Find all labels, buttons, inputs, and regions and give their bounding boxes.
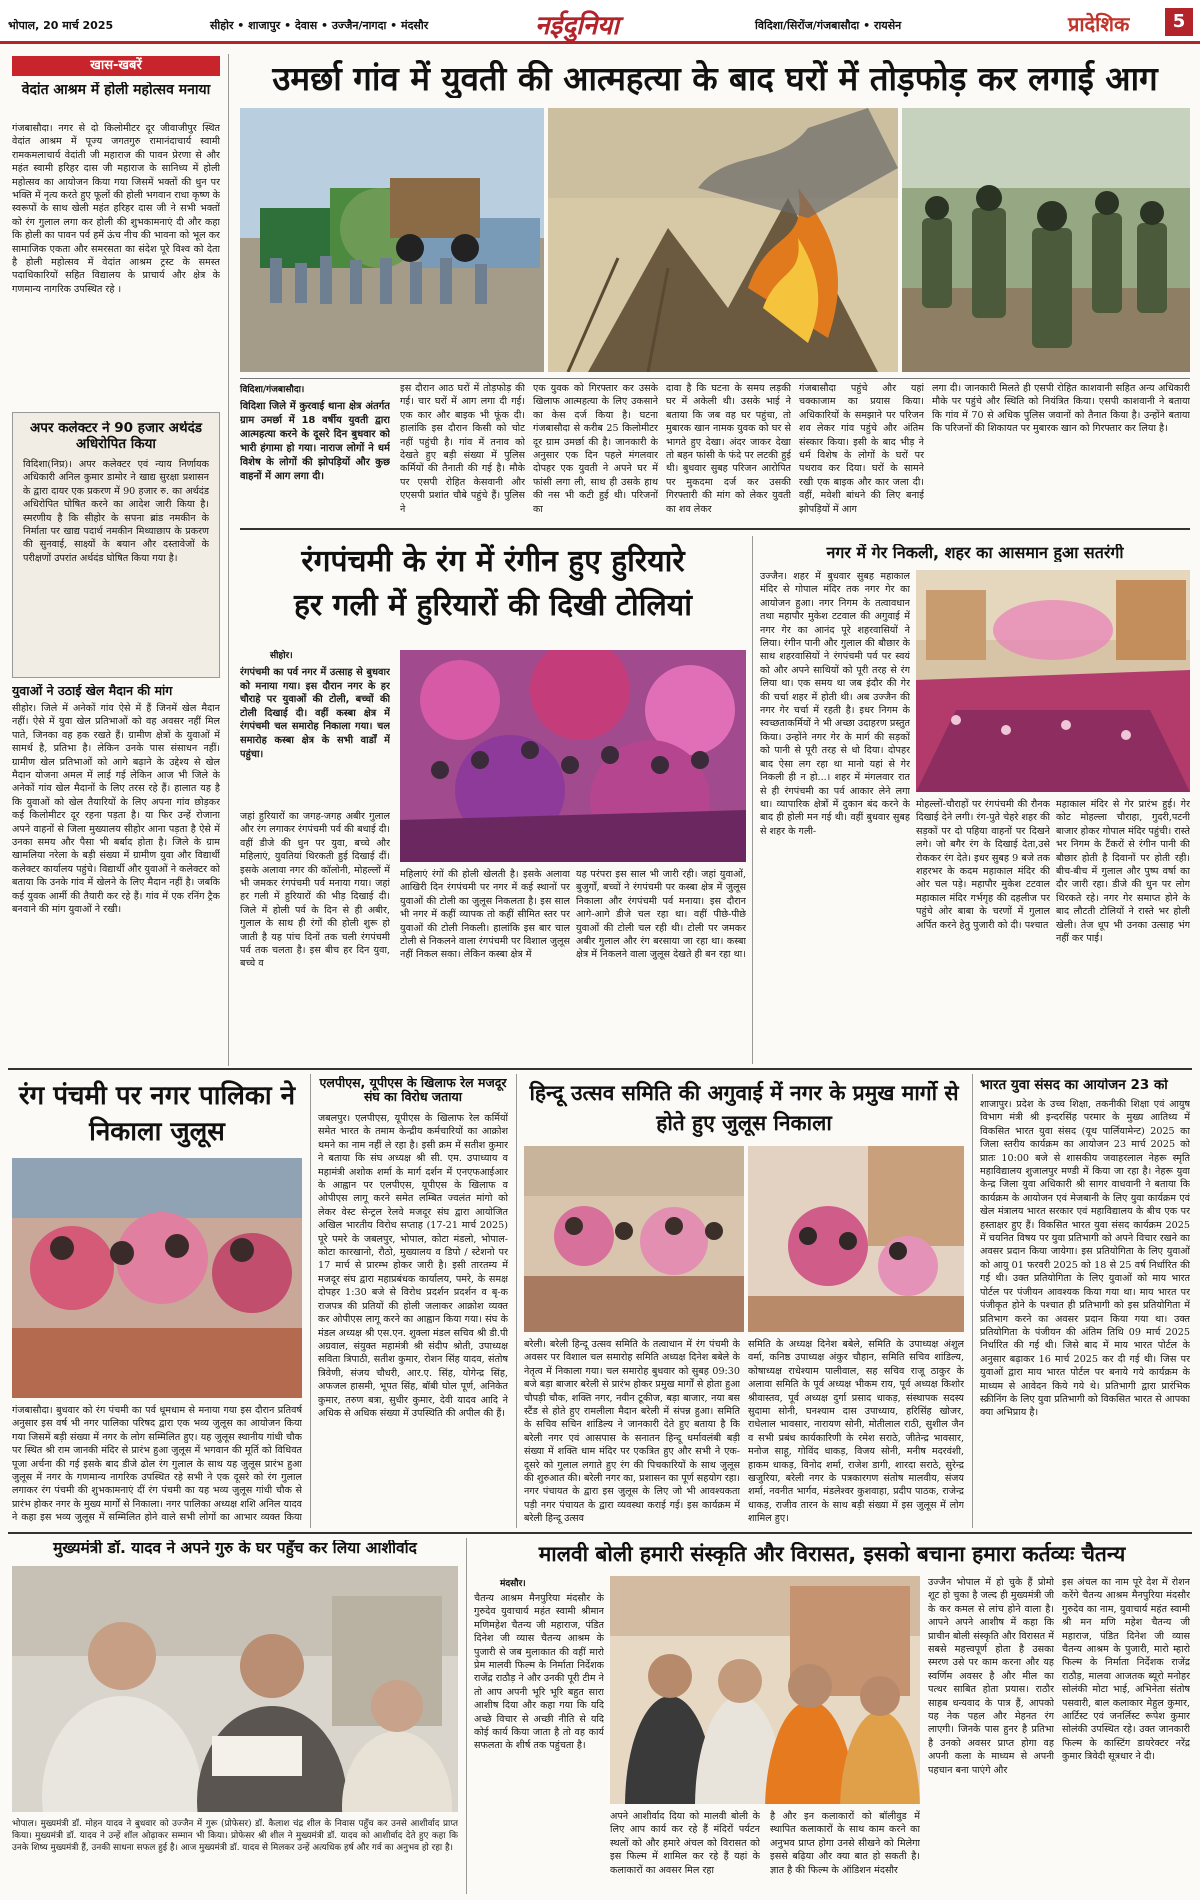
holi-headline-1: रंगपंचमी के रंग में रंगीन हुए हुरियारे: [301, 544, 685, 579]
column-divider: [310, 1074, 311, 1528]
holi-dateline: सीहोर।: [270, 651, 293, 661]
malvi-col-1: चैतन्य आश्रम मैनपुरिया मंदसौर के गुरुदेव युवाचार्य महंत स्वामी श्रीमान मणिमहेश चैतन्य जी महाराज, पंडित दिनेश जी व्यास चैतन्य आश्रम के पुजारी से जब मुलाकात की वहीं मारो प्रेम मालवी फिल्म के निर्माता निर्देशक राजेंद्र राठौड़ ने और उनकी पूरी टीम ने तो आप अपनी भूरि भूरि बहुत सारा आशीष दिया और कहा गया कि यदि अच्छे विचार से अच्छी नीति से यदि कोई कार्य किया जाता है तो वह कार्य सफलता के शीर्ष तक पहुंचता है।: [474, 1593, 604, 1752]
column-divider: [752, 536, 753, 1064]
rail-headline: एलपीएस, यूपीएस के खिलाफ रेल मजदूर संघ का विरोध जताया: [319, 1076, 507, 1105]
lead-intro: विदिशा जिले में कुरवाई थाना क्षेत्र अंतर्गत ग्राम उमर्छा में 18 वर्षीय युवती द्वारा आत्महत्या करने के दूसरे दिन बुधवार को भारी हंगामा हो गया। नाराज लोगों ने धर्म विशेष के लोगों की झोपड़ियों और कुछ वाहनों में आग लगा दी।: [240, 401, 390, 482]
hindu-photo-1: [524, 1146, 744, 1332]
section-divider: [8, 1068, 1192, 1070]
khas-khabren-tag: खास-खबरें: [12, 56, 220, 76]
malvi-photo: [610, 1576, 920, 1804]
holi-photo-crowd: [400, 650, 746, 862]
cm-headline: मुख्यमंत्री डॉ. यादव ने अपने गुरु के घर पहुँच कर लिया आशीर्वाद: [53, 1540, 417, 1557]
story-body-khel: सीहोर। जिले में अनेकों गांव ऐसे में हैं जिनमें खेल मैदान नहीं। ऐसे में युवा खेल प्रतिभाओं को वह अवसर नहीं मिल पाते, जिनका वह हक रखते हैं। ग्रामीण क्षेत्रों के युवाओं में सामर्थ है, प्रतिभा है। लेकिन उनके पास संसाधन नहीं। ग्रामीण खेल प्रतिभाओं को आगे बढ़ाने के उद्देश्य से खेल मैदान योजना अमल में लाई गई लेकिन आज भी जिले के अनेकों गांव खेल मैदानों के लिए तरस रहे हैं। हालात यह है कि युवाओं को खेल तैयारियों के लिए अपना गांव छोड़कर कई किलोमीटर दूर रहना पड़ता है। या फिर उन्हें रोजाना अपने वाहनों से जिला मुख्यालय सीहोर आना पड़ता है ऐसे में उनका समय और पैसा भी बर्बाद होता है। जिले के ग्राम खामलिया नरेला के बड़ी संख्या में ग्रामीण युवा और विद्यार्थी कलेक्टर कार्यालय पहुंचे। विद्यार्थी और युवाओं ने कलेक्टर को बताया कि उनके गांव में खेलने के लिए मैदान नहीं है। जबकि कई युवक आर्मी की तैयारी कर रहे हैं। गांव में एक रनिंग ट्रैक बनवाने की मांग युवाओं ने रखी।: [12, 703, 220, 916]
holi-col-2: महिलाएं रंगों की होली खेलती है। इसके अलावा आखिरी दिन रंगपंचमी पर नगर में कई स्थानों पर युवाओं की टोली का जुलूस निकलता है। इस साल भी नगर में कहीं व्यापक तो कहीं सीमित स्तर पर युवाओं की टोली निकली। हालांकि इस बार चाल टोली से निकलने वाला रंगपंचमी पर विशाल जुलूस नहीं निकल सका। लेकिन कस्बा क्षेत्र में: [400, 869, 570, 961]
page-number: 5: [1165, 8, 1193, 36]
lead-headline: उमर्छा गांव में युवती की आत्महत्या के बाद घरों में तोड़फोड़ कर लगाई आग: [272, 60, 1158, 98]
malvi-headline: मालवी बोली हमारी संस्कृति और विरासत, इसको बचाना हमारा कर्तव्यः चैतन्य: [538, 1542, 1126, 1566]
lead-col-4: दावा है कि घटना के समय लड़की घर में अकेली थी। उसके भाई ने बताया कि जब वह घर पहुंचा, तो मुबारक खान नामक युवक को घर से भागते हुए देखा। अंदर जाकर देखा तो बहन फांसी के फंदे पर लटकी हुई थी। बुधवार सुबह परिजन आरोपित पर मुकदमा दर्ज कर उसकी गिरफ्तारी की मांग को लेकर युवती का शव लेकर: [666, 383, 791, 515]
ger-col-2: मोहल्लों-चौराहों पर रंगपंचमी की रौनक दिखाई देने लगी। रंग-पुते चेहरे शहर की सड़कों पर दो पहिया वाहनों पर दिखने लगे। जो बगैर रंग के दिखाई देता,उसे रोककर रंग देते। इधर सुबह 9 बजे तक शहरभर के कदम महाकाल मंदिर की ओर चल पड़े। महापौर मुकेश टटवाल महाकाल मंदिर गर्भगृह की दहलीज पर पहुंचे ओर बाबा के चरणों में गुलाल अर्पित करने हेतु पुजारी को दी। पश्चात: [916, 799, 1050, 931]
malvi-col-2: अपने आशीर्वाद दिया को मालवी बोली के लिए आप कार्य कर रहे हैं मंदिरों पर्यटन स्थलों को और हमारे अंचल को विरासत को इस फिल्म में शामिल कर रहे हैं यहां के कलाकारों का अवसर मिल रहा: [610, 1811, 760, 1876]
section-divider: [8, 1532, 1192, 1534]
hindu-col-2: समिति के अध्यक्ष दिनेश बबेले, समिति के उपाध्यक्ष अंशुल वर्मा, कनिष्ठ उपाध्यक्ष अंकुर चौहान, समिति सचिव शांडिल्य, कोषाध्यक्ष राधेश्याम पालीवाल, सह सचिव राजू ठाकुर के अलावा समिति के पूर्व अध्यक्ष भीकम राय, पूर्व अध्यक्ष किशोर श्रीवास्तव, पूर्व अध्यक्ष दुर्गा प्रसाद धाकड़, संस्थापक सदस्य सुदामा सोनी, घनश्याम दास उपाध्याय, हरिसिंह खोजर, राधेलाल भावसार, नारायण सोनी, मोतीलाल राठी, सुशील जैन व सभी प्रबंध कार्यकारिणी के रमेश सराठे, जीतेन्द्र भावसार, मनोज साहू, गोविंद धाकड़, विजय सोनी, मनीष मदरवंशी, हाकम धाकड़, विनोद शर्मा, राजेश डागी, शारदा सराठे, सुरेन्द्र खजुरिया, बरेली नगर के पत्रकारगण संतोष मालवीय, संजय शर्मा, नवनीत भार्गव, मंडलेश्वर कुशवाहा, प्रदीप पाठक, राजेन्द्र धाकड़, राजीव तारन के साथ बड़ी संख्या में इस जुलूस में लोग शामिल हुए।: [748, 1339, 964, 1524]
section-title: प्रादेशिक: [1068, 12, 1130, 36]
julus-photo: [12, 1158, 302, 1398]
story-body-arthdand: विदिशा(निप्र)। अपर कलेक्टर एवं न्याय निर्णायक अधिकारी अनिल कुमार डामोर ने खाद्य सुरक्षा प्रशासन के द्वारा दायर एक प्रकरण में 90 हजार रु. का अर्थदंड अधिरोपित घोषित करने का आदेश जारी किया है। स्मरणीय है कि सीहोर के सपना ब्रांड नमकीन के निर्माता पर खाद्य पदार्थ नमकीन मिथ्याछाप के प्रकरण की सुनवाई, साक्ष्यों के बयान और दस्तावेजों के परीक्षणों उपरांत अर्थदंड घोषित किया गया है।: [23, 459, 209, 564]
malvi-dateline: मंदसौर।: [500, 1579, 526, 1589]
lead-dateline: विदिशा/गंजबासौदा।: [240, 385, 305, 395]
rail-body: जबलपुर। एलपीएस, यूपीएस के खिलाफ रेल कर्मियों समेत भारत के तमाम केन्द्रीय कर्मचारियों का आक्रोश थमने का नाम नहीं ले रहा है। इसी क्रम में सतीश कुमार ने बताया कि संघ अध्यक्ष श्री सी. एम. उपाध्याय व महामंत्री अशोक शर्मा के मार्ग दर्शन में एनएफआईआर के आह्वान पर एलपीएस, यूपीएस के खिलाफ व ओपीएस लागू करने समेत लम्बित ज्वलंत मांगो को लेकर वेस्ट सेन्ट्रल रेलवे मजदूर संघ द्वारा आयोजित अखिल भारतीय विरोध सप्ताह (17-21 मार्च 2025) पूरे पमरे के जबलपुर, भोपाल, कोटा मंडलो, भोपाल-कोटा कारखानो, रौठो, मुख्यालय व डिपो / स्टेशनो पर 17 मार्च से प्रारम्भ होकर जारी है। इसी तारतम्य में मजदूर संघ द्वारा महाप्रबंधक कार्यालय, पमरे, के समक्ष दोपहर 1:30 बजे से विरोध प्रदर्शन प्रदर्शन व बृ-क राजपत्र की प्रतियों की होली जलाकर आक्रोश व्यक्त कर ओपीएस लागू करने का आह्वान किया गया। संघ के मंडल अध्यक्ष श्री एस.एन. शुक्ला मंडल सचिव श्री डी.पी अग्रवाल, संयुक्त महामंत्री श्री संदीप श्रोती, उपाध्यक्ष सविता त्रिपाठी, सतीश कुमार, रोशन सिंह यादव, संतोष त्रिवेणी, संजय चौधरी, आर.ए. सिंह, योगेन्द्र सिंह, अफजल हासमी, भूपत सिंह, बॉबी घोल पूर्ण, अनिकेत कुमार, तरुण बत्रा, सुधीर कुमार, देवी यादव आदि ने अधिक से अधिक संख्या में उपस्थिति की अपील की हैं।: [318, 1113, 508, 1419]
story-box-arthdand: [12, 412, 220, 678]
lead-col-3: एक युवक को गिरफ्तार कर उसके खिलाफ आत्महत्या के लिए उकसाने का केस दर्ज किया है। घटना गंजबासौदा से करीब 25 किलोमीटर दूर ग्राम उमर्छा की है। जानकारी के अनुसार एक दिन पहले मंगलवार दोपहर एक युवती ने अपने घर में फांसी लगा ली, साथ ही उसके हाथ की नस भी कटी हुई थी। परिजनों का: [533, 383, 658, 515]
column-divider: [972, 1074, 973, 1528]
ger-photo: [916, 570, 1190, 792]
story-body-vedant: गंजबासौदा। नगर से दो किलोमीटर दूर जीवाजीपुर स्थित वेदांत आश्रम में पूज्य जगतगुरु रामानंदाचार्य स्वामी रामकमलाचार्य वेदांती जी महाराज की पावन प्रेरणा से और महंत स्वामी हरिहर दास जी महाराज के सानिध्य में होली महोत्सव का आयोजन किया गया जिसमें भक्तों की धुन पर भक्ति में नृत्य करते हुए फूलों की होली भगवान राधा कृष्ण के स्वरूपों के साथ खेली महंत हरिहर दास जी ने सभी भक्तों को रंग गुलाल लगा कर होली की शुभकामनाएं दी और कहा कि होली का पावन पर्व हमें ऊंच नीच की भावना को भूल कर सामाजिक एकता और समरसता का संदेश पूरे विश्व को देता है होली महोत्सव में वेदांत आश्रम ट्रस्ट के समस्त पदाधिकारियों सहित विद्यालय के प्राचार्य और क्षेत्र के गणमान्य नागरिक उपस्थित रहे ।: [12, 123, 220, 295]
cm-caption: भोपाल। मुख्यमंत्री डॉ. मोहन यादव ने बुधवार को उज्जैन में गुरू (प्रोफेसर) डॉ. कैलाश चंद्र शील के निवास पहुँच कर उनसे आशीर्वाद प्राप्त किया। मुख्यमंत्री डॉ. यादव ने उन्हें शॉल ओढ़ाकर सम्मान भी किया। प्रोफेसर श्री शील ने मुख्यमंत्री डॉ. यादव को आशीर्वाद देते हुए कहा कि उनके शिष्य मुख्यमंत्री हैं, उनकी साधना सफल हुई है। आज मुख्यमंत्री डॉ. यादव से मिलकर उन्हें अत्यधिक हर्ष और गर्व का अनुभव हो रहा है।: [12, 1819, 458, 1854]
sansad-body: शाजापुर। प्रदेश के उच्च शिक्षा, तकनीकी शिक्षा एवं आयुष विभाग मंत्री श्री इन्दरसिंह परमार के मुख्य आतिथ्य में विकसित भारत युवा संसद (यूथ पार्लियामेन्ट) 2025 का जिला स्तरीय कार्यक्रम का आयोजन 23 मार्च 2025 को प्रातः 10:00 बजे से शासकीय जवाहरलाल नेहरू स्मृति महाविद्यालय शुजालपुर मण्डी में किया जा रहा है। नेहरू युवा केन्द्र जिला युवा अधिकारी श्री सागर वाधवानी ने बताया कि कार्यक्रम के आयोजन एवं मेजबानी के लिए युवा कार्यक्रम एवं खेल मंत्रालय भारत सरकार एवं महाविद्यालय के बीच एक पर हस्ताक्षर हुए हैं। विकसित भारत युवा संसद कार्यक्रम 2025 में चयनित विषय पर युवा प्रतिभागी को अपने विचार रखने का अवसर प्रदान किया जायेगा। इस प्रतियोगिता के लिए युवाओं को आयु 01 फरवरी 2025 को 18 से 25 वर्ष निर्धारित की गई थी। उक्त प्रतियोगिता के लिए युवाओं को माय भारत पोर्टल पर पंजीयन आवश्यक किया गया था। माय भारत पर पंजीकृत होने के पश्चात ही प्रतिभागी को इस प्रतियोगिता में प्रतिभाग करने का अवसर प्रदान किया गया था। उक्त प्रतियोगिता के पंजीयन की अंतिम तिथि 09 मार्च 2025 निर्धारित की गई थी। जिसे बाद में माय भारत पोर्टल के अनुसार बढ़ाकर 16 मार्च 2025 कर दी गई थी। जिस पर युवाओं द्वारा माय भारत पोर्टल पर बनाये गये कार्यक्रम के माध्यम से आवेदन किये गये थे। प्रतिभागी द्वारा प्रारंभिक स्क्रीनिंग के लिए युवा प्रतिभागी को विकसित भारत से आपका क्या अभिप्राय है।: [980, 1099, 1190, 1419]
ger-col-3: महाकाल मंदिर से गेर प्रारंभ हुई। गेर कोट मोहल्ला चौराहा, गुदरी,पटनी बाजार होकर गोपाल मंदिर पहुंची। रास्ते भर निगम के टैंकरों से रंगीन पानी की बौछार होती है दिवानों पर होती रही। बीच-बीच में गुलाल और पुष्प वर्षा का दौर जारी रहा। डीजे की धुन पर लोग थिरकते रहे। नगर गेर समाप्त होने के बाद लौटती टोलियों ने रास्ते भर होली खेली। तेज धूप भी उनका उत्साह भंग नहीं कर पाई।: [1056, 799, 1190, 945]
story-title-khel: युवाओं ने उठाई खेल मैदान की मांग: [12, 684, 173, 698]
hindu-headline: हिन्दू उत्सव समिति की अगुवाई में नगर के प्रमुख मार्गो से होते हुए जुलूस निकाला: [529, 1081, 959, 1135]
malvi-col-3: है और इन कलाकारों को बॉलीवुड में स्थापित कलाकारों के साथ काम करने का अनुभव प्राप्त होगा उनसे सीखने को मिलेगा इससे बढ़िया और क्या बात हो सकती है। ज्ञात है की फिल्म के ऑडिशन मंदसौर: [770, 1811, 920, 1876]
hindu-col-1: बरेली। बरेली हिन्दू उत्सव समिति के तत्वाधान में रंग पंचमी के अवसर पर विशाल चल समारोह समिति अध्यक्ष दिनेश बबेले के नेतृत्व में निकाला गया। चल समारोह बुधवार को सुबह 09:30 बजे बड़ा बाजार बरेली से प्रारंभ होकर प्रमुख मार्गों से होता हुआ चौपड़ी चौक, शक्ति नगर, नवीन टूकीज, बड़ा बाजार, नया बस स्टैंड से होते हुए रामलीला मैदान बरेली में संपन्न हुआ। समिति के सचिव सचिन शांडिल्य ने जानकारी देते हुए बताया है कि बरेली नगर एवं आसपास के सनातन हिन्दू धर्मावलंबी बड़ी संख्या में शक्ति धाम मंदिर पर एकत्रित हुए और सभी ने एक-दूसरे को गुलाल लगाते हुए रंग की पिचकारियों के साथ जुलूस की शुरुआत की। बरेली नगर का, प्रशासन का पूर्ण सहयोग रहा। नगर पंचायत के द्वारा इस जुलूस के लिए जो भी आवश्यकता पड़ी नगर पंचायत के द्वारा व्यवस्था कराई गई। इस कार्यक्रम में बरेली हिन्दू उत्सव: [524, 1339, 740, 1524]
lead-photo-fire: [548, 108, 898, 372]
ger-headline: नगर में गेर निकली, शहर का आसमान हुआ सतरंगी: [826, 544, 1124, 562]
malvi-col-5: इस अंचल का नाम पूरे देश में रोशन करेंगे चैतन्य आश्रम मैनपुरिया मंदसौर गुरुदेव का नाम, युवाचार्य महंत स्वामी श्री मन मणि महेश चैतन्य जी महाराज, पंडित दिनेश जी व्यास चैतन्य आश्रम के पुजारी, मारो म्हारो फिल्म के निर्माता निर्देशक राजेंद्र राठौड़, मालवा आजतक ब्यूरो मनोहर सोलंकी मोटा भाई, अभिनेता संतोष पसवारी, बाल कलाकार मेहुल कुमार, आर्टिस्ट एवं जनर्लिस्ट रूपेश कुमार सोलंकी उपस्थित रहे। उक्त जानकारी फिल्म के कास्टिंग डायरेक्टर नरेंद्र कुमार त्रिवेदी सूत्रधार ने दी।: [1062, 1577, 1190, 1763]
column-divider: [228, 54, 229, 1066]
lead-divider: [240, 378, 1190, 379]
lead-photo-police: [240, 108, 544, 372]
ger-body: उज्जैन। शहर में बुधवार सुबह महाकाल मंदिर से गोपाल मंदिर तक नगर गेर का आयोजन हुआ। नगर निगम के तत्वावधान तथा महापौर मुकेश टटवाल की अगुवाई में नगर गेर का आनंद पूरे शहरवासियों ने लिया। रंगीन पानी और गुलाल की बौछार के साथ शहरवासियों ने रंगपंचमी पर्व पर स्वयं को और अपने साथियों को पूरी तरह से रंग लिया था। एक समय था जब इंदौर की गेर की चर्चा शहर में होती थी। अब उज्जैन की नगर गेर चर्चा में रहती है। इधर निगम के स्वच्छताकर्मियों ने भी अच्छा उदाहरण प्रस्तुत किया। उन्होंने नगर गेर के मार्ग की सड़कों को पानी से पूरी तरह से धो दिया। दोपहर बाद ऐसा लग रहा था मानो यहां से गेर निकली ही न हो...। शहर में मंगलवार रात से ही रंगपंचमी का पर्व आकार लेने लगा था। व्यापारिक क्षेत्रों में दुकान बंद करने के बाद ही होली मन गई थी। वहीं बुधवार सुबह से शहर के गली-: [760, 571, 910, 837]
edition-cities-left: सीहोर • शाजापुर • देवास • उज्जैन/नागदा • मंदसौर: [210, 19, 429, 32]
holi-headline-2: हर गली में हुरियारों की दिखी टोलियां: [294, 588, 692, 623]
sansad-headline: भारत युवा संसद का आयोजन 23 को: [980, 1078, 1168, 1093]
section-divider: [240, 528, 1190, 530]
lead-col-6: लगा दी। जानकारी मिलते ही एसपी रोहित काशवानी सहित अन्य अधिकारी मौके पर पहुंचे और स्थिति को नियंत्रित किया। एसपी काशवानी ने बताया कि गांव में 70 से अधिक पुलिस जवानों को तैनात किया है। उन्होंने बताया कि परिजनों की शिकायत पर मुबारक खान को गिरफ्तार कर लिया है।: [932, 383, 1190, 435]
holi-col-1: जहां हुरियारों का जगह-जगह अबीर गुलाल और रंग लगाकर रंगपंचमी पर्व की बधाई दी। वहीं डीजे की धुन पर युवा, बच्चे और महिलाएं, युवतियां थिरकती हुई दिखाई दीं। इसके अलावा नगर की कॉलोनी, मोहल्लों में भी जमकर रंगपंचमी पर्व मनाया गया। जहां हर गली में हुरियारों की भीड़ दिखाई दी। जिले में होली पर्व के दिन से ही अबीर, गुलाल के साथ ही रंगों की होली शुरू हो जाती है यह पांच दिनों तक चली रंगपंचमी पर्व तक चलता है। इस बीच हर दिन युवा, बच्चे व: [240, 811, 390, 970]
lead-photo-force: [902, 108, 1190, 372]
holi-col-3: यह परंपरा इस साल भी जारी रही। जहां युवाओं, बुजुर्गों, बच्चों ने रंगपंचमी पर कस्बा क्षेत्र में जुलूस निकाला और रंगपंचमी पर्व मनाया। इस दौरान आगे-आगे डीजे चल रहा था। वहीं पीछे-पीछे युवाओं की टोली चल रही थी। टोली पर जमकर अबीर गुलाल और रंग बरसाया जा रहा था। कस्बा क्षेत्र में निकलने वाला जुलूस देखते ही बन रहा था।: [576, 869, 746, 961]
story-title-arthdand: अपर कलेक्टर ने 90 हजार अर्थदंड अधिरोपित किया: [29, 421, 203, 452]
newspaper-logo: नईदुनिया: [535, 11, 619, 41]
edition-date: भोपाल, 20 मार्च 2025: [8, 19, 114, 32]
lead-col-2: इस दौरान आठ घरों में तोड़फोड़ की गई। चार घरों में आग लगा दी गई। एक कार और बाइक भी फूंक दी। हालांकि इस दौरान किसी को चोट नहीं पहुंची है। गांव में तनाव को देखते हुए बड़ी संख्या में पुलिस कर्मियों की तैनाती की गई है। मौके पर एसपी रोहित केसवानी और एएसपी प्रशांत चौबे पहुंचे हैं। पुलिस ने: [400, 383, 525, 515]
hindu-photo-2: [748, 1146, 964, 1332]
holi-intro: रंगपंचमी का पर्व नगर में उत्साह से बुधवार को मनाया गया। इस दौरान नगर के हर चौराहे पर युवाओं की टोली, बच्चों की टोली दिखाई दी। वहीं कस्बा क्षेत्र में रंगपंचमी चल समारोह निकाला गया। चल समारोह कस्बा क्षेत्र के सभी वार्डों में पहुंचा।: [240, 667, 390, 760]
story-title-vedant: वेदांत आश्रम में होली महोत्सव मनाया: [21, 82, 211, 98]
column-divider: [516, 1074, 517, 1528]
masthead: [0, 0, 1200, 44]
edition-cities-right: विदिशा/सिरोंज/गंजबासौदा • रायसेन: [755, 19, 902, 32]
malvi-col-4: उज्जैन भोपाल में हो चुके हैं प्रोमो शूट हो चुका है जल्द ही मुख्यमंत्री जी के कर कमल से लांच होने वाला है। आपने अपने आशीष में कहा कि प्राचीन बोली संस्कृति और विरासत में सबसे महत्त्वपूर्ण होता है उसका स्मरण उसे पर काम करना और यह स्वर्णिम अवसर है और मील का पत्थर साबित होता प्रयास। राठौर साहब धन्यवाद के पात्र हैं, आपको यह नेक पहल और मेहनत रंग लाएगी। जिनके पास हुनर है प्रतिभा है उनको अवसर प्राप्त होगा वह अपनी कला के माध्यम से अपनी पहचान बना पाएंगे और: [928, 1577, 1054, 1776]
lead-col-5: गंजबासौदा पहुंचे और यहां चक्काजाम का प्रयास किया। अधिकारियों के समझाने पर परिजन शव लेकर गांव पहुंचे और अंतिम संस्कार किया। इसी के बाद भीड़ ने धर्म विशेष के लोगों के घरों पर पथराव कर दिया। घरों के सामने रखी एक बाइक और कार जला दी। वहीं, मवेशी बांधने की लिए बनाई झोपड़ियों में आग: [799, 383, 924, 515]
cm-photo: [12, 1566, 458, 1812]
julus-headline: रंग पंचमी पर नगर पालिका ने निकाला जुलूस: [18, 1081, 296, 1147]
julus-body: गंजबासौदा। बुधवार को रंग पंचमी का पर्व धूमधाम से मनाया गया इस दौरान प्रतिवर्ष अनुसार इस वर्ष भी नगर पालिका परिषद द्वारा एक भव्य जुलूस का आयोजन किया गया जिसमें बड़ी संख्या में नगर के लोग सम्मिलित हुए। यह जुलूस स्थानीय गांधी चौक पर स्थित श्री राम जानकी मंदिर से प्रारंभ हुआ जुलूस में भगवान की मूर्ति को विधिवत पूजा अर्चना की गई इसके बाद डीजे ढोल रंग गुलाल के साथ यह जुलूस प्रारंभ हुआ जुलूस में नगर के गणमान्य नागरिक उपस्थित रहे सभी ने एक दूसरे को रंग गुलाल लगाकर रंग पंचमी की शुभकामनाएं दीं रंग पंचमी का यह भव्य जुलूस गांधी चौक से प्रारंभ होकर नगर के मुख्य मार्गों से निकाला। नगर पालिका अध्यक्ष शशि अनिल यादव ने कहा इस भव्य जुलूस में सम्मिलित होने वाले सभी लोगों का आभार व्यक्त किया: [12, 1405, 302, 1524]
column-divider: [466, 1538, 467, 1894]
